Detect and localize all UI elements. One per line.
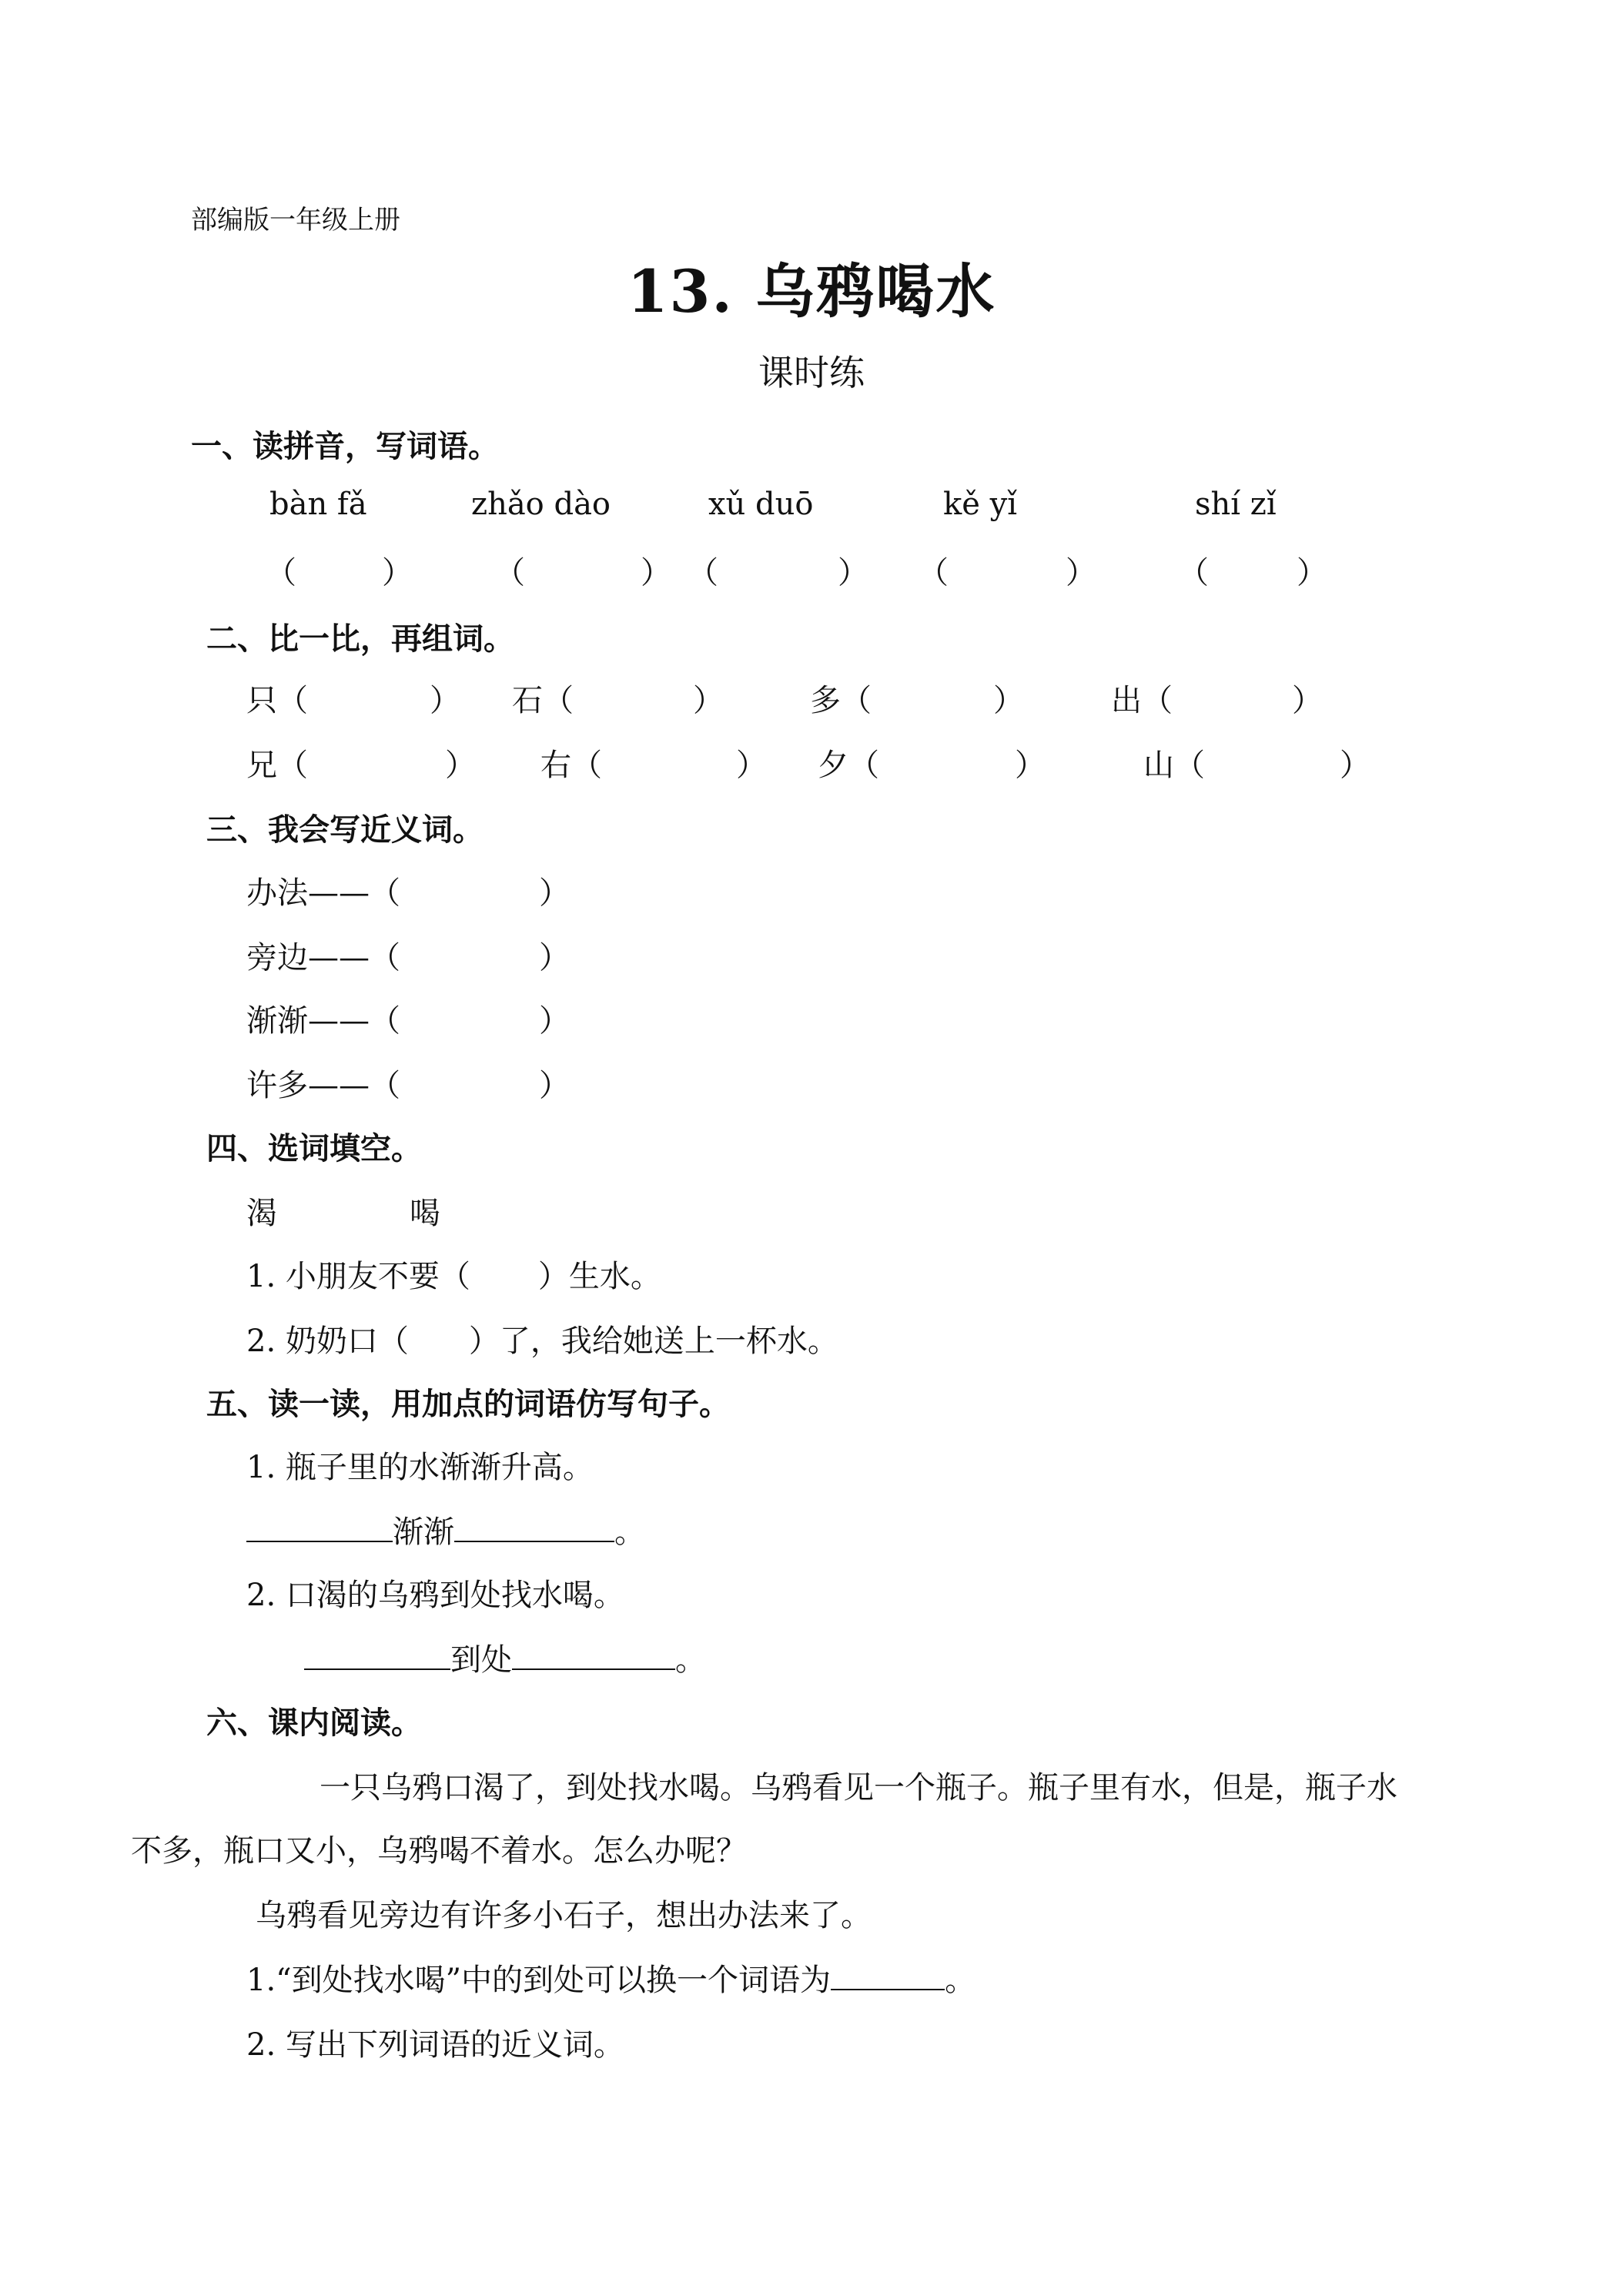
answer-box-4-open: （ — [918, 555, 949, 591]
synonym-item-2: 旁边——（ — [246, 940, 400, 976]
compare-item-3: 多（ — [810, 683, 872, 718]
word-choice-1: 渴 — [246, 1196, 277, 1231]
section-5-heading: 五、读一读，用加点的词语仿写句子。 — [206, 1386, 730, 1422]
answer-line[interactable] — [304, 1638, 450, 1670]
imitate-answer-1 — [246, 1508, 645, 1551]
section-1-heading: 一、读拼音，写词语。 — [191, 428, 499, 464]
section-2-heading: 二、比一比，再组词。 — [206, 621, 514, 657]
answer-box-1-close: ） — [382, 555, 413, 591]
synonym-item-3: 渐渐——（ — [246, 1003, 400, 1039]
compare-close-7: ） — [1015, 748, 1046, 783]
fill-question-1-start: 1. 小朋友不要（ — [246, 1259, 470, 1294]
pinyin-5: shí zǐ — [1195, 487, 1277, 522]
answer-line[interactable] — [454, 1510, 614, 1542]
reading-question-1-text: 1.“到处找水喝”中的到处可以换一个词语为 — [246, 1963, 832, 1998]
answer-box-3-close: ） — [838, 555, 868, 591]
fill-question-1-end: ）生水。 — [537, 1259, 661, 1294]
imitate-answer-2 — [304, 1635, 706, 1679]
compare-close-3: ） — [993, 683, 1024, 718]
reading-question-2: 2. 写出下列词语的近义词。 — [246, 2027, 624, 2063]
answer-line[interactable] — [512, 1638, 675, 1670]
period: 。 — [945, 1963, 976, 1998]
compare-item-7: 夕（ — [818, 748, 879, 783]
compare-item-6: 右（ — [540, 748, 602, 783]
imitate-sentence-2: 2. 口渴的乌鸦到处找水喝。 — [246, 1578, 624, 1613]
synonym-close-3: ） — [539, 1003, 570, 1039]
section-6-heading: 六、课内阅读。 — [206, 1705, 422, 1741]
fill-question-1 — [246, 1252, 661, 1296]
reading-question-1 — [246, 1956, 975, 2000]
reading-passage-line-2: 不多，瓶口又小，乌鸦喝不着水。怎么办呢？ — [131, 1833, 747, 1869]
synonym-close-1: ） — [539, 875, 570, 911]
reading-passage-line-1: 一只乌鸦口渴了，到处找水喝。乌鸦看见一个瓶子。瓶子里有水，但是，瓶子水 — [320, 1770, 1397, 1806]
edition-label: 部编版一年级上册 — [191, 205, 400, 236]
synonym-close-2: ） — [539, 940, 570, 976]
pinyin-2: zhǎo dào — [471, 487, 611, 522]
word-choice-2: 喝 — [410, 1196, 440, 1231]
compare-close-5: ） — [445, 748, 476, 783]
synonym-item-4: 许多——（ — [246, 1068, 400, 1103]
imitate-sentence-1: 1. 瓶子里的水渐渐升高。 — [246, 1450, 594, 1485]
compare-item-5: 兄（ — [246, 748, 308, 783]
answer-box-2-open: （ — [494, 555, 525, 591]
synonym-close-4: ） — [539, 1068, 570, 1103]
keyword-1: 渐渐 — [393, 1514, 454, 1550]
pinyin-1: bàn fǎ — [269, 487, 367, 522]
answer-box-5-open: （ — [1178, 555, 1209, 591]
period: 。 — [675, 1642, 706, 1678]
answer-line[interactable] — [246, 1510, 393, 1542]
period: 。 — [614, 1514, 645, 1550]
answer-box-5-close: ） — [1297, 555, 1327, 591]
page-title: 13. 乌鸦喝水 — [627, 257, 996, 326]
answer-box-4-close: ） — [1066, 555, 1096, 591]
answer-box-1-open: （ — [266, 555, 296, 591]
fill-question-2-end: ）了，我给她送上一杯水。 — [468, 1324, 838, 1359]
section-4-heading: 四、选词填空。 — [206, 1130, 422, 1166]
reading-passage-line-3: 乌鸦看见旁边有许多小石子，想出办法来了。 — [256, 1898, 872, 1933]
fill-question-2 — [246, 1317, 838, 1361]
answer-line[interactable] — [831, 1958, 945, 1990]
pinyin-4: kě yǐ — [943, 487, 1018, 522]
compare-close-2: ） — [693, 683, 724, 718]
compare-item-1: 只（ — [246, 683, 308, 718]
page-subtitle: 课时练 — [758, 352, 865, 393]
answer-box-3-open: （ — [688, 555, 718, 591]
fill-question-2-start: 2. 奶奶口（ — [246, 1324, 409, 1359]
compare-item-8: 山（ — [1143, 748, 1205, 783]
keyword-2: 到处 — [450, 1642, 512, 1678]
compare-close-6: ） — [736, 748, 767, 783]
compare-item-2: 石（ — [512, 683, 574, 718]
compare-close-8: ） — [1340, 748, 1370, 783]
compare-close-4: ） — [1292, 683, 1323, 718]
compare-item-4: 出（ — [1111, 683, 1173, 718]
compare-close-1: ） — [430, 683, 460, 718]
answer-box-2-close: ） — [641, 555, 671, 591]
synonym-item-1: 办法——（ — [246, 875, 400, 911]
pinyin-3: xǔ duō — [708, 487, 814, 522]
section-3-heading: 三、我会写近义词。 — [206, 812, 484, 848]
